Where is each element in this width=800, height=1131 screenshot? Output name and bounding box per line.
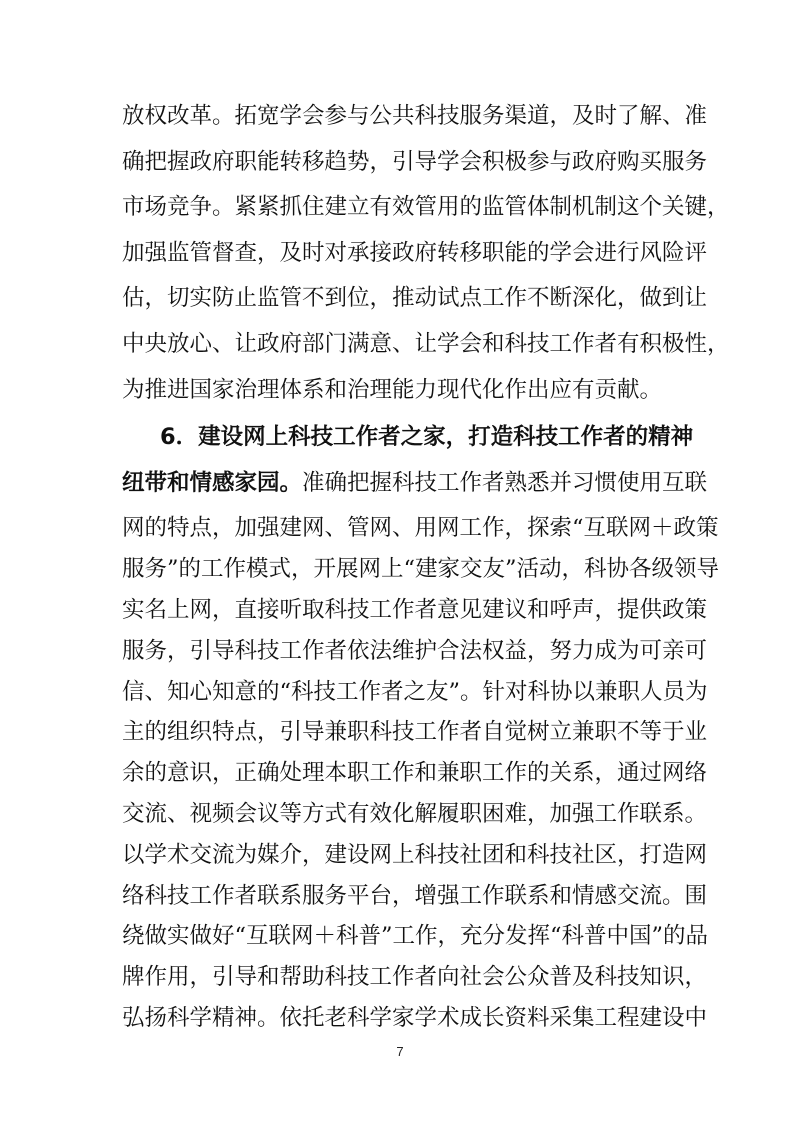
section-line: 弘扬科学精神。依托老科学家学术成长资料采集工程建设中 xyxy=(122,1005,708,1031)
paragraph-line: 确把握政府职能转移趋势，引导学会积极参与政府购买服务 xyxy=(122,148,708,175)
section-text: 准确把握科技工作者熟悉并习惯使用互联 xyxy=(302,469,708,496)
section-line: 服务，引导科技工作者依法维护合法权益，努力成为可亲可 xyxy=(122,637,708,664)
section-line: 主的组织特点，引导兼职科技工作者自觉树立兼职不等于业 xyxy=(122,719,708,746)
section-heading: 6．建设网上科技工作者之家，打造科技工作者的精神 xyxy=(160,424,694,451)
section-line: 服务”的工作模式，开展网上“建家交友”活动，科协各级领导 xyxy=(122,556,720,583)
section-line: 牌作用，引导和帮助科技工作者向社会公众普及科技知识， xyxy=(122,964,708,991)
section-line: 绕做实做好“互联网＋科普”工作，充分发挥“科普中国”的品 xyxy=(122,923,709,950)
section-line: 网的特点，加强建网、管网、用网工作，探索“互联网＋政策 xyxy=(122,515,719,542)
section-line: 交流、视频会议等方式有效化解履职困难，加强工作联系。 xyxy=(122,801,708,827)
paragraph-line: 放权改革。拓宽学会参与公共科技服务渠道，及时了解、准 xyxy=(122,103,708,129)
paragraph-line: 估，切实防止监管不到位，推动试点工作不断深化，做到让 xyxy=(122,285,708,312)
section-line: 络科技工作者联系服务平台，增强工作联系和情感交流。围 xyxy=(122,882,708,909)
section-line: 实名上网，直接听取科技工作者意见建议和呼声，提供政策 xyxy=(122,597,708,623)
section-line: 信、知心知意的“科技工作者之友”。针对科协以兼职人员为 xyxy=(122,678,708,705)
section-heading-continued xyxy=(122,465,708,501)
section-heading-tail: 纽带和情感家园。 xyxy=(122,469,303,496)
section-line: 余的意识，正确处理本职工作和兼职工作的关系，通过网络 xyxy=(122,760,708,787)
paragraph-line: 为推进国家治理体系和治理能力现代化作出应有贡献。 xyxy=(122,376,663,403)
paragraph-line: 市场竞争。紧紧抓住建立有效管用的监管体制机制这个关键， xyxy=(122,194,730,221)
page-number: 7 xyxy=(396,1044,404,1059)
section-line: 以学术交流为媒介，建设网上科技社团和科技社区，打造网 xyxy=(122,841,708,868)
paragraph-line: 加强监管督查，及时对承接政府转移职能的学会进行风险评 xyxy=(122,239,708,266)
paragraph-line: 中央放心、让政府部门满意、让学会和科技工作者有积极性， xyxy=(122,331,730,357)
